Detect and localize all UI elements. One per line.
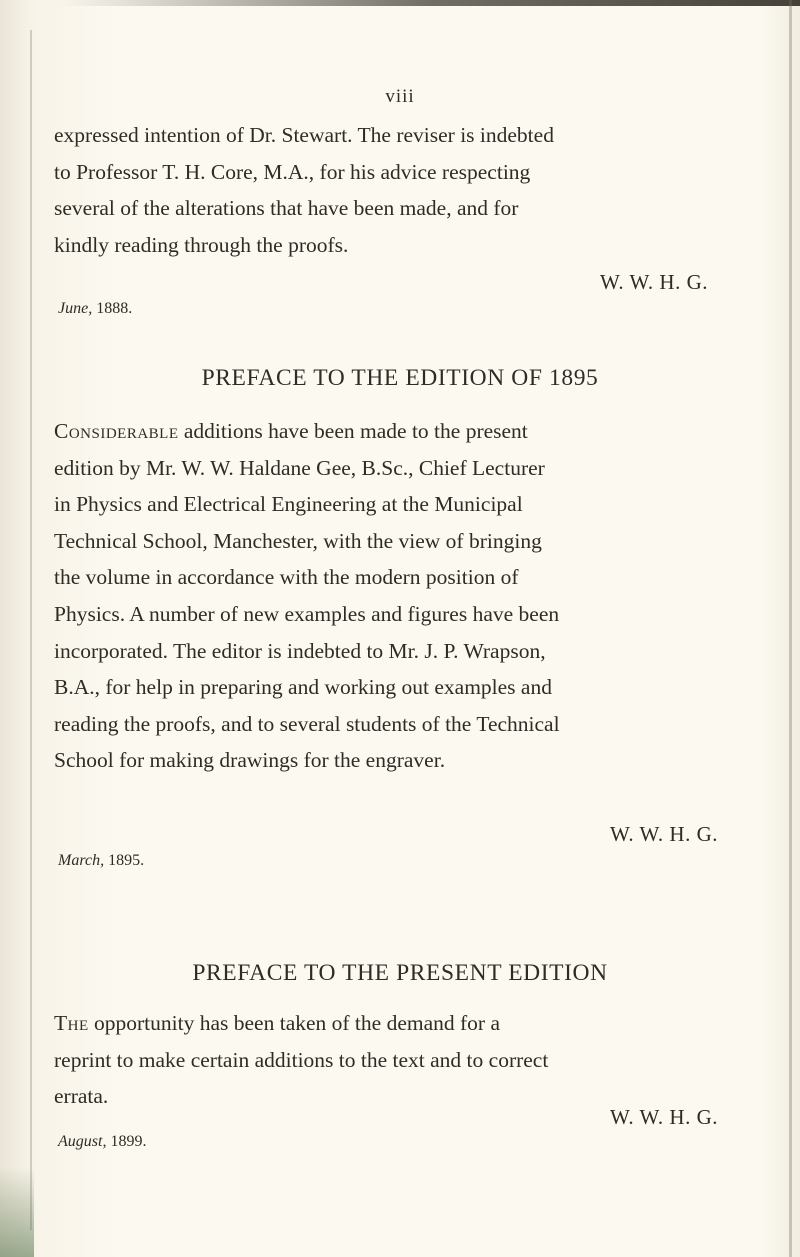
paragraph-line: incorporated. The editor is indebted to Mr. J. P. Wrapson, xyxy=(54,638,546,663)
paragraph-line: to Professor T. H. Core, M.A., for his advice respecting xyxy=(54,159,531,184)
paragraph-line: several of the alterations that have been made, and for xyxy=(54,196,519,221)
section-heading: PREFACE TO THE EDITION OF 1895 xyxy=(201,365,599,391)
page-corner-stain xyxy=(0,1167,34,1257)
paragraph-line: reprint to make certain additions to the text and to correct xyxy=(54,1047,549,1072)
page-top-shadow xyxy=(60,0,800,6)
paragraph-line: the volume in accordance with the modern position of xyxy=(54,565,519,590)
page-right-edge xyxy=(789,0,792,1257)
lead-word: The xyxy=(54,1011,89,1035)
paragraph-line: Physics. A number of new examples and figures have been xyxy=(54,601,560,626)
page-gutter-line xyxy=(30,30,32,1230)
paragraph-line: reading the proofs, and to several students of the Technical xyxy=(54,711,560,736)
paragraph-line: errata. xyxy=(54,1084,109,1109)
paragraph-line: expressed intention of Dr. Stewart. The reviser is indebted xyxy=(54,123,554,147)
preface-1895-body xyxy=(54,413,766,779)
paragraph-line: Technical School, Manchester, with the view of bringing xyxy=(54,528,542,553)
preface-present-body xyxy=(54,1005,766,1115)
paragraph-line: kindly reading through the proofs. xyxy=(54,232,349,257)
date-year: 1888. xyxy=(96,300,133,317)
signature-initials: W. W. H. G. xyxy=(610,822,718,846)
date-month: March, xyxy=(58,852,105,869)
page-number: viii xyxy=(385,86,415,107)
preface-continuation xyxy=(54,117,766,263)
paragraph-line: edition by Mr. W. W. Haldane Gee, B.Sc., Chief Lecturer xyxy=(54,455,545,480)
paragraph-line xyxy=(54,1005,766,1042)
preface-date xyxy=(58,852,144,870)
lead-word: Considerable xyxy=(54,419,179,443)
date-month: June, xyxy=(58,300,93,317)
preface-date xyxy=(58,300,132,318)
paragraph-line: in Physics and Electrical Engineering at the Municipal xyxy=(54,492,523,517)
preface-date xyxy=(58,1133,146,1151)
paragraph-line: B.A., for help in preparing and working out examples and xyxy=(54,675,552,700)
date-year: 1895. xyxy=(108,852,145,869)
paragraph-line: School for making drawings for the engraver. xyxy=(54,748,446,773)
date-year: 1899. xyxy=(110,1133,147,1150)
line-text: additions have been made to the present xyxy=(178,419,528,443)
paragraph-line xyxy=(54,413,766,450)
date-month: August, xyxy=(58,1133,107,1150)
signature-initials: W. W. H. G. xyxy=(600,270,708,294)
line-text: opportunity has been taken of the demand for a xyxy=(88,1011,500,1035)
section-heading: PREFACE TO THE PRESENT EDITION xyxy=(192,960,608,986)
signature-initials: W. W. H. G. xyxy=(610,1105,718,1129)
